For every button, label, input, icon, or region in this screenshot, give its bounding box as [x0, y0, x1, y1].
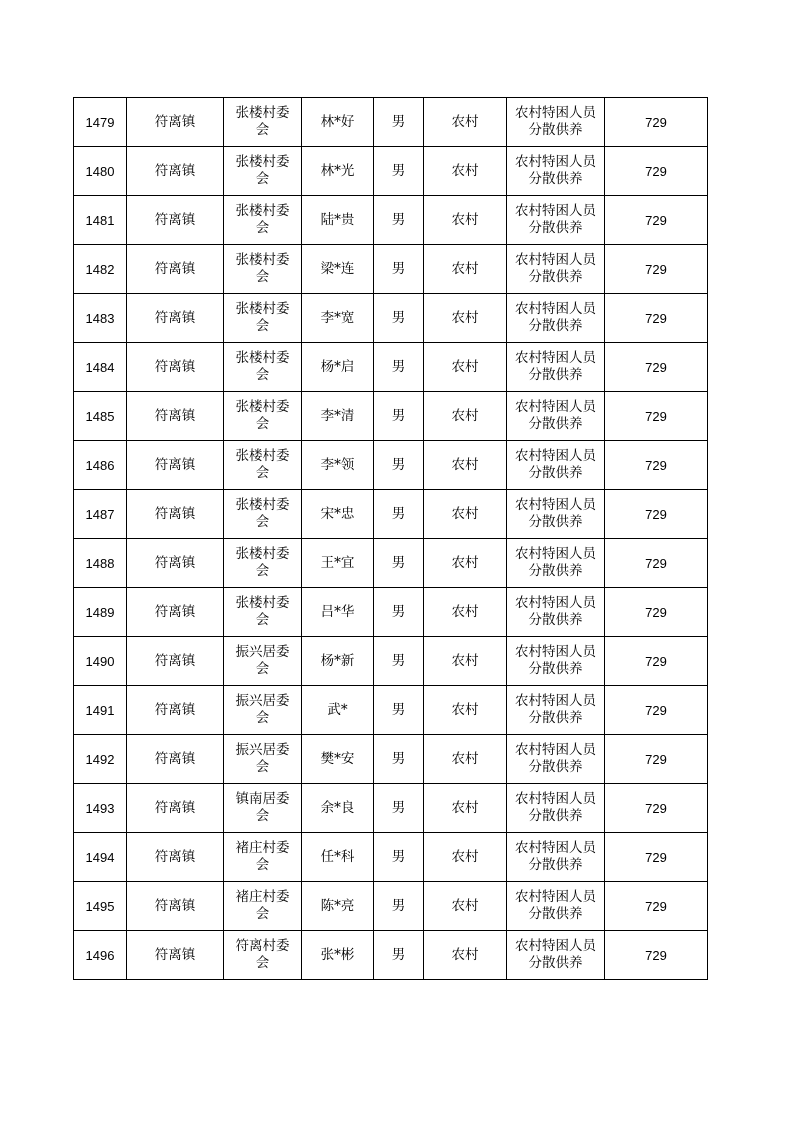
amount-cell: 729 [605, 147, 708, 196]
committee-cell: 张楼村委会 [224, 588, 302, 637]
gender-cell: 男 [374, 539, 424, 588]
row-number: 1489 [74, 588, 127, 637]
table-row [74, 637, 708, 686]
category-cell: 农村特困人员分散供养 [507, 392, 605, 441]
name-cell: 任*科 [302, 833, 374, 882]
name-cell: 梁*连 [302, 245, 374, 294]
gender-cell: 男 [374, 441, 424, 490]
gender-cell: 男 [374, 882, 424, 931]
amount-cell: 729 [605, 686, 708, 735]
area-cell: 农村 [424, 147, 507, 196]
area-cell: 农村 [424, 931, 507, 980]
area-cell: 农村 [424, 490, 507, 539]
area-cell: 农村 [424, 539, 507, 588]
row-number: 1496 [74, 931, 127, 980]
town-cell: 符离镇 [127, 588, 224, 637]
category-cell: 农村特困人员分散供养 [507, 196, 605, 245]
row-number: 1493 [74, 784, 127, 833]
table-row [74, 294, 708, 343]
committee-cell: 张楼村委会 [224, 245, 302, 294]
table-row [74, 196, 708, 245]
area-cell: 农村 [424, 441, 507, 490]
row-number: 1490 [74, 637, 127, 686]
committee-cell: 褚庄村委会 [224, 882, 302, 931]
town-cell: 符离镇 [127, 490, 224, 539]
area-cell: 农村 [424, 833, 507, 882]
committee-cell: 振兴居委会 [224, 637, 302, 686]
committee-cell: 张楼村委会 [224, 343, 302, 392]
amount-cell: 729 [605, 833, 708, 882]
name-cell: 李*领 [302, 441, 374, 490]
town-cell: 符离镇 [127, 882, 224, 931]
table-row [74, 882, 708, 931]
town-cell: 符离镇 [127, 441, 224, 490]
committee-cell: 张楼村委会 [224, 196, 302, 245]
committee-cell: 振兴居委会 [224, 735, 302, 784]
gender-cell: 男 [374, 245, 424, 294]
category-cell: 农村特困人员分散供养 [507, 686, 605, 735]
town-cell: 符离镇 [127, 931, 224, 980]
table-row [74, 490, 708, 539]
name-cell: 樊*安 [302, 735, 374, 784]
gender-cell: 男 [374, 490, 424, 539]
category-cell: 农村特困人员分散供养 [507, 539, 605, 588]
gender-cell: 男 [374, 931, 424, 980]
category-cell: 农村特困人员分散供养 [507, 882, 605, 931]
name-cell: 王*宜 [302, 539, 374, 588]
committee-cell: 张楼村委会 [224, 294, 302, 343]
table-row [74, 833, 708, 882]
amount-cell: 729 [605, 245, 708, 294]
table-row [74, 245, 708, 294]
row-number: 1488 [74, 539, 127, 588]
table-row [74, 539, 708, 588]
committee-cell: 张楼村委会 [224, 490, 302, 539]
table-row [74, 588, 708, 637]
committee-cell: 张楼村委会 [224, 441, 302, 490]
area-cell: 农村 [424, 294, 507, 343]
row-number: 1492 [74, 735, 127, 784]
town-cell: 符离镇 [127, 686, 224, 735]
area-cell: 农村 [424, 343, 507, 392]
committee-cell: 张楼村委会 [224, 147, 302, 196]
row-number: 1479 [74, 98, 127, 147]
row-number: 1484 [74, 343, 127, 392]
town-cell: 符离镇 [127, 294, 224, 343]
area-cell: 农村 [424, 98, 507, 147]
name-cell: 张*彬 [302, 931, 374, 980]
name-cell: 林*光 [302, 147, 374, 196]
row-number: 1482 [74, 245, 127, 294]
gender-cell: 男 [374, 784, 424, 833]
gender-cell: 男 [374, 98, 424, 147]
committee-cell: 张楼村委会 [224, 98, 302, 147]
amount-cell: 729 [605, 735, 708, 784]
gender-cell: 男 [374, 735, 424, 784]
town-cell: 符离镇 [127, 735, 224, 784]
town-cell: 符离镇 [127, 784, 224, 833]
area-cell: 农村 [424, 637, 507, 686]
gender-cell: 男 [374, 637, 424, 686]
table-row [74, 343, 708, 392]
amount-cell: 729 [605, 931, 708, 980]
category-cell: 农村特困人员分散供养 [507, 294, 605, 343]
town-cell: 符离镇 [127, 833, 224, 882]
category-cell: 农村特困人员分散供养 [507, 343, 605, 392]
name-cell: 余*良 [302, 784, 374, 833]
table-row [74, 931, 708, 980]
table-row [74, 147, 708, 196]
area-cell: 农村 [424, 392, 507, 441]
gender-cell: 男 [374, 392, 424, 441]
gender-cell: 男 [374, 196, 424, 245]
row-number: 1480 [74, 147, 127, 196]
name-cell: 李*宽 [302, 294, 374, 343]
row-number: 1491 [74, 686, 127, 735]
committee-cell: 符离村委会 [224, 931, 302, 980]
table-row [74, 98, 708, 147]
area-cell: 农村 [424, 245, 507, 294]
gender-cell: 男 [374, 294, 424, 343]
committee-cell: 张楼村委会 [224, 539, 302, 588]
category-cell: 农村特困人员分散供养 [507, 98, 605, 147]
row-number: 1494 [74, 833, 127, 882]
table-body [74, 98, 708, 980]
amount-cell: 729 [605, 490, 708, 539]
table-row [74, 686, 708, 735]
gender-cell: 男 [374, 833, 424, 882]
row-number: 1487 [74, 490, 127, 539]
amount-cell: 729 [605, 294, 708, 343]
category-cell: 农村特困人员分散供养 [507, 441, 605, 490]
town-cell: 符离镇 [127, 147, 224, 196]
area-cell: 农村 [424, 882, 507, 931]
town-cell: 符离镇 [127, 196, 224, 245]
committee-cell: 张楼村委会 [224, 392, 302, 441]
area-cell: 农村 [424, 196, 507, 245]
area-cell: 农村 [424, 735, 507, 784]
area-cell: 农村 [424, 686, 507, 735]
name-cell: 陆*贵 [302, 196, 374, 245]
town-cell: 符离镇 [127, 98, 224, 147]
area-cell: 农村 [424, 784, 507, 833]
category-cell: 农村特困人员分散供养 [507, 588, 605, 637]
name-cell: 林*好 [302, 98, 374, 147]
category-cell: 农村特困人员分散供养 [507, 833, 605, 882]
name-cell: 宋*忠 [302, 490, 374, 539]
amount-cell: 729 [605, 196, 708, 245]
amount-cell: 729 [605, 588, 708, 637]
committee-cell: 褚庄村委会 [224, 833, 302, 882]
committee-cell: 振兴居委会 [224, 686, 302, 735]
category-cell: 农村特困人员分散供养 [507, 735, 605, 784]
gender-cell: 男 [374, 686, 424, 735]
table-row [74, 441, 708, 490]
row-number: 1481 [74, 196, 127, 245]
category-cell: 农村特困人员分散供养 [507, 637, 605, 686]
town-cell: 符离镇 [127, 245, 224, 294]
town-cell: 符离镇 [127, 637, 224, 686]
amount-cell: 729 [605, 882, 708, 931]
name-cell: 杨*新 [302, 637, 374, 686]
amount-cell: 729 [605, 392, 708, 441]
table-row [74, 392, 708, 441]
amount-cell: 729 [605, 539, 708, 588]
gender-cell: 男 [374, 343, 424, 392]
town-cell: 符离镇 [127, 392, 224, 441]
name-cell: 武* [302, 686, 374, 735]
amount-cell: 729 [605, 98, 708, 147]
row-number: 1483 [74, 294, 127, 343]
beneficiary-table [73, 97, 708, 980]
name-cell: 李*清 [302, 392, 374, 441]
category-cell: 农村特困人员分散供养 [507, 490, 605, 539]
category-cell: 农村特困人员分散供养 [507, 147, 605, 196]
row-number: 1486 [74, 441, 127, 490]
name-cell: 杨*启 [302, 343, 374, 392]
committee-cell: 镇南居委会 [224, 784, 302, 833]
category-cell: 农村特困人员分散供养 [507, 931, 605, 980]
row-number: 1485 [74, 392, 127, 441]
gender-cell: 男 [374, 588, 424, 637]
town-cell: 符离镇 [127, 343, 224, 392]
category-cell: 农村特困人员分散供养 [507, 784, 605, 833]
table-row [74, 784, 708, 833]
amount-cell: 729 [605, 784, 708, 833]
gender-cell: 男 [374, 147, 424, 196]
row-number: 1495 [74, 882, 127, 931]
area-cell: 农村 [424, 588, 507, 637]
name-cell: 陈*亮 [302, 882, 374, 931]
amount-cell: 729 [605, 637, 708, 686]
table-row [74, 735, 708, 784]
town-cell: 符离镇 [127, 539, 224, 588]
category-cell: 农村特困人员分散供养 [507, 245, 605, 294]
amount-cell: 729 [605, 441, 708, 490]
amount-cell: 729 [605, 343, 708, 392]
name-cell: 吕*华 [302, 588, 374, 637]
